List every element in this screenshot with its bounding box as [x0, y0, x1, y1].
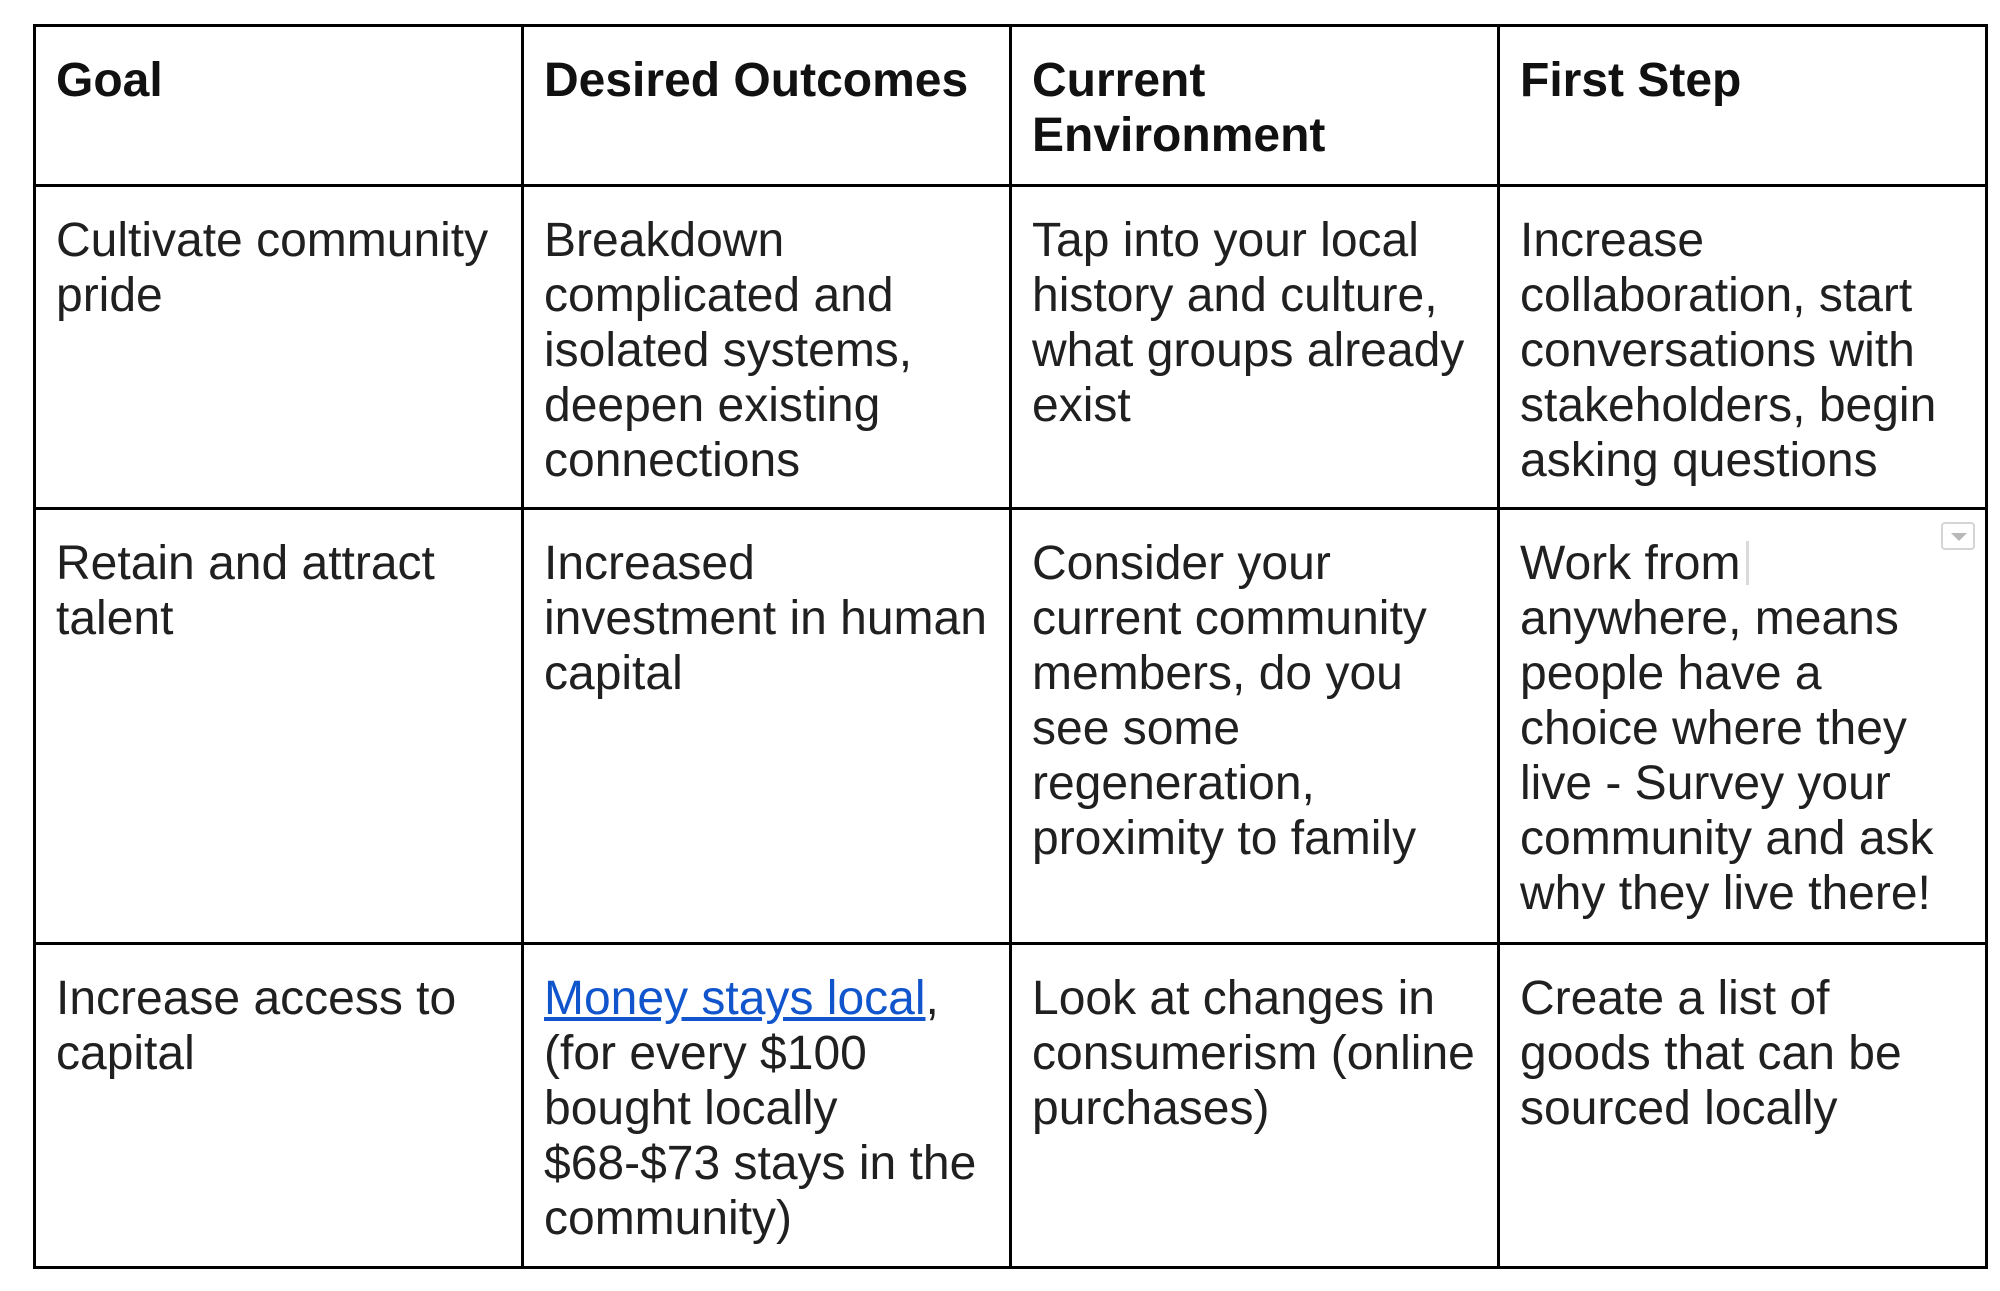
header-goal[interactable]: Goal — [35, 26, 523, 186]
chevron-down-icon[interactable] — [1941, 522, 1975, 550]
first-step-text-rest: anywhere, means people have a choice where they live - Survey your community and ask why they live there! — [1520, 592, 1934, 920]
cell-goal[interactable]: Cultivate community pride — [35, 186, 523, 509]
money-stays-local-link[interactable]: Money stays local — [544, 972, 926, 1025]
cell-current-environment[interactable]: Look at changes in consumerism (online purchases) — [1011, 944, 1499, 1268]
table-row — [35, 186, 1987, 509]
table-row — [35, 944, 1987, 1268]
cell-goal[interactable]: Increase access to capital — [35, 944, 523, 1268]
cell-first-step[interactable]: Increase collaboration, start conversations with stakeholders, begin asking questions — [1499, 186, 1987, 509]
cell-goal[interactable]: Retain and attract talent — [35, 509, 523, 944]
table-row — [35, 509, 1987, 944]
table-header-row — [35, 26, 1987, 186]
document-table — [33, 24, 1988, 1269]
cell-desired-outcomes[interactable]: Increased investment in human capital — [523, 509, 1011, 944]
first-step-text-start: Work from — [1520, 537, 1741, 590]
header-desired-outcomes[interactable]: Desired Outcomes — [523, 26, 1011, 186]
cell-desired-outcomes[interactable] — [523, 944, 1011, 1268]
cell-first-step[interactable]: Create a list of goods that can be sourced locally — [1499, 944, 1987, 1268]
header-current-environment[interactable]: Current Environment — [1011, 26, 1499, 186]
cell-desired-outcomes[interactable]: Breakdown complicated and isolated systems, deepen existing connections — [523, 186, 1011, 509]
text-cursor — [1746, 541, 1749, 585]
cell-current-environment[interactable]: Consider your current community members, do you see some regeneration, proximity to family — [1011, 509, 1499, 944]
desired-outcomes-text: , (for every $100 bought locally $68-$73 stays in the community) — [544, 972, 977, 1245]
cell-current-environment[interactable]: Tap into your local history and culture, what groups already exist — [1011, 186, 1499, 509]
header-first-step[interactable]: First Step — [1499, 26, 1987, 186]
cell-first-step[interactable] — [1499, 509, 1987, 944]
